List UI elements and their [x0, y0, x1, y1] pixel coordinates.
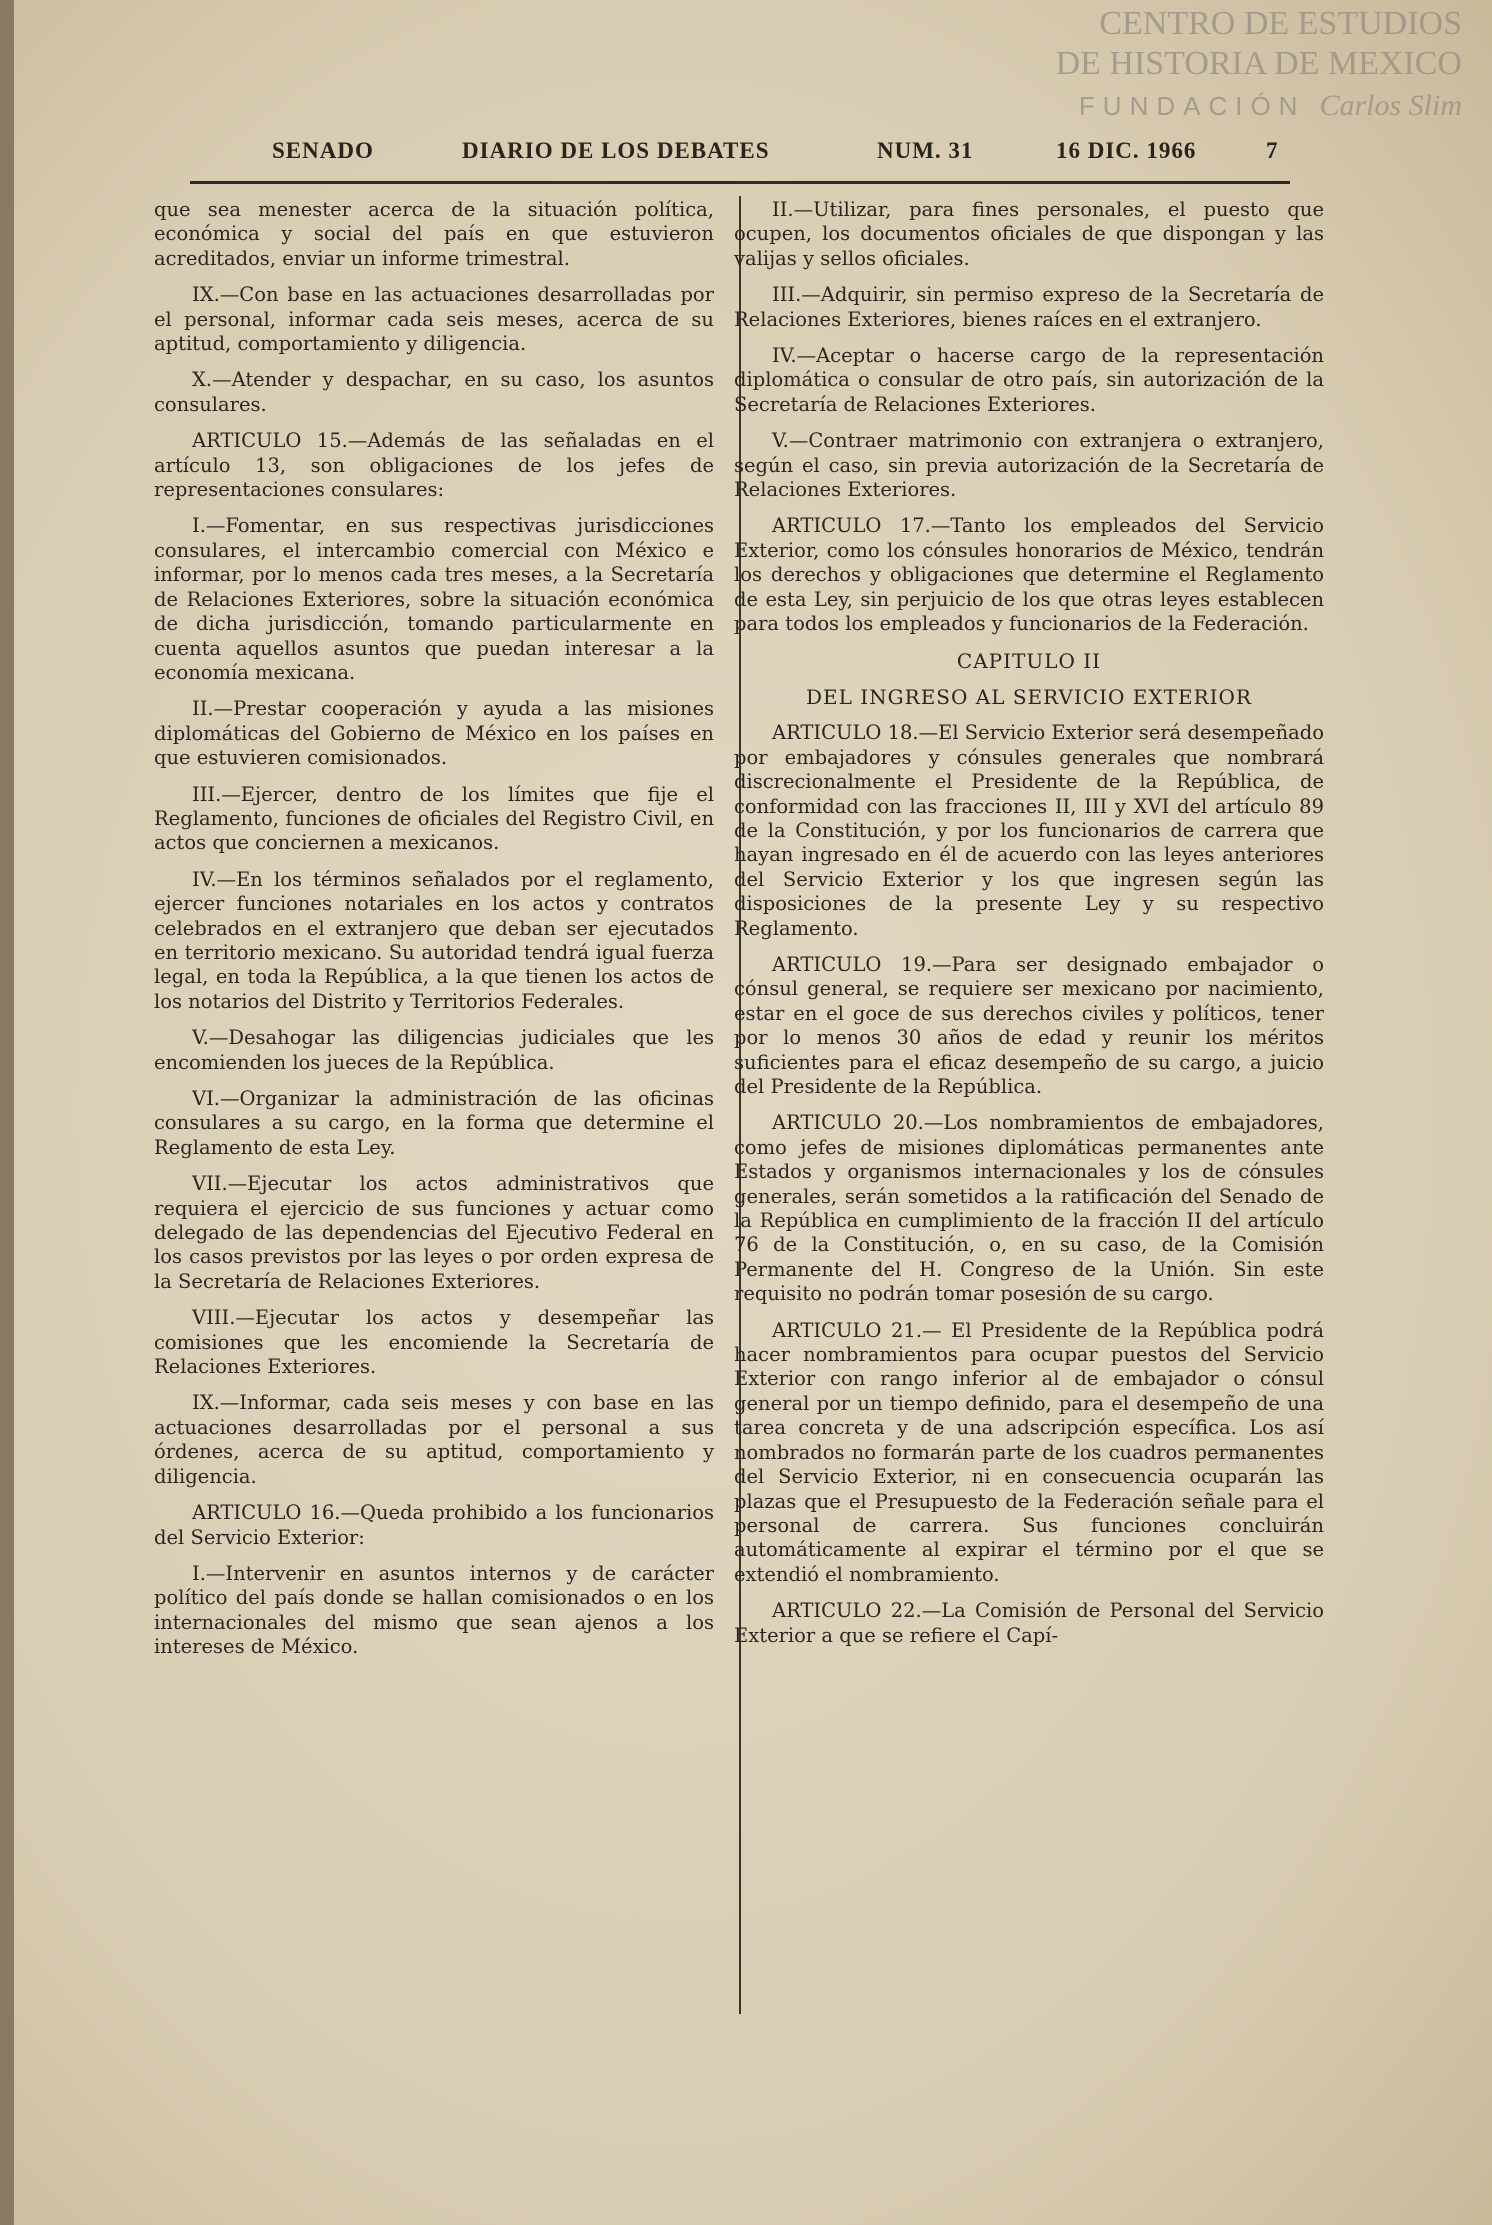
- paragraph: ARTICULO 21.— El Presidente de la República podrá hacer nombramientos para ocupar puestos del Servicio Exterior con rango inferior al de embajador o cónsul general por un tiempo definido, para el desempeño de una tarea concreta y de una adscripción específica. Los así nombrados no formarán parte de los cuadros permanentes del Servicio Exterior, ni en consecuencia ocuparán las plazas que el Presupuesto de la Federación señale para el personal de carrera. Sus funciones concluirán automáticamente al expirar el término por el que se extendió el nombramiento.: [734, 1318, 1324, 1586]
- paragraph: V.—Contraer matrimonio con extranjera o extranjero, según el caso, sin previa autorización de la Secretaría de Relaciones Exteriores.: [734, 429, 1324, 502]
- paragraph: ARTICULO 18.—El Servicio Exterior será desempeñado por embajadores y cónsules generales que nombrará discrecionalmente el Presidente de la República, de conformidad con las fracciones II, III y XVI del artículo 89 de la Constitución, y por los funcionarios de carrera que hayan ingresado en él de acuerdo con las leyes anteriores del Servicio Exterior y los que ingresen según las disposiciones de la presente Ley y su respectivo Reglamento.: [734, 721, 1324, 940]
- publication-title: DIARIO DE LOS DEBATES: [462, 138, 770, 163]
- header-rule: [190, 181, 1290, 184]
- paragraph: III.—Ejercer, dentro de los límites que fije el Reglamento, funciones de oficiales del Registro Civil, en actos que conciernen a mexicanos.: [154, 782, 714, 855]
- issue-number: NUM. 31: [877, 138, 974, 163]
- paragraph: ARTICULO 22.—La Comisión de Personal del Servicio Exterior a que se refiere el Capí-: [734, 1599, 1324, 1647]
- paragraph: VI.—Organizar la administración de las oficinas consulares a su cargo, en la forma que determine el Reglamento de esta Ley.: [154, 1087, 714, 1159]
- paragraph: que sea menester acerca de la situación política, económica y social del país en que estuvieron acreditados, enviar un informe trimestral.: [154, 198, 714, 270]
- paragraph: IX.—Informar, cada seis meses y con base en las actuaciones desarrolladas por el personal a sus órdenes, acerca de su aptitud, comportamiento y diligencia.: [154, 1391, 714, 1488]
- paragraph: II.—Utilizar, para fines personales, el puesto que ocupen, los documentos oficiales de que dispongan y las valijas y sellos oficiales.: [734, 198, 1324, 270]
- page-edge: [0, 0, 14, 2225]
- paragraph: ARTICULO 20.—Los nombramientos de embajadores, como jefes de misiones diplomáticas permanentes ante Estados y organismos internacionales y los de cónsules generales, serán sometidos a la ratificación del Senado de la República en cumplimiento de la fracción II del artículo 76 de la Constitución, o, en su caso, de la Comisión Permanente del H. Congreso de la Unión. Sin este requisito no podrán tomar posesión de su cargo.: [734, 1111, 1324, 1306]
- paragraph: ARTICULO 15.—Además de las señaladas en el artículo 13, son obligaciones de los jefes de representaciones consulares:: [154, 429, 714, 502]
- paragraph: VIII.—Ejecutar los actos y desempeñar las comisiones que les encomiende la Secretaría de Relaciones Exteriores.: [154, 1306, 714, 1379]
- paragraph: IV.—Aceptar o hacerse cargo de la representación diplomática o consular de otro país, sin autorización de la Secretaría de Relaciones Exteriores.: [734, 344, 1324, 416]
- paragraph: IV.—En los términos señalados por el reglamento, ejercer funciones notariales en los actos y contratos celebrados en el extranjero que deban ser ejecutados en territorio mexicano. Su autoridad tendrá igual fuerza legal, en toda la República, a la que tienen los actos de los notarios del Distrito y Territorios Federales.: [154, 867, 714, 1013]
- right-column: [734, 198, 1324, 1660]
- paragraph: V.—Desahogar las diligencias judiciales que les encomienden los jueces de la República.: [154, 1026, 714, 1074]
- chapter-number: CAPITULO II: [956, 648, 1102, 673]
- paragraph: IX.—Con base en las actuaciones desarrolladas por el personal, informar cada seis meses, acerca de su aptitud, comportamiento y diligencia.: [154, 283, 714, 356]
- chamber-label: SENADO: [272, 138, 374, 163]
- paragraph: II.—Prestar cooperación y ayuda a las misiones diplomáticas del Gobierno de México en los países en que estuvieren comisionados.: [154, 697, 714, 770]
- paragraph: ARTICULO 16.—Queda prohibido a los funcionarios del Servicio Exterior:: [154, 1501, 714, 1549]
- paragraph: ARTICULO 19.—Para ser designado embajador o cónsul general, se requiere ser mexicano por nacimiento, estar en el goce de sus derechos civiles y políticos, tener por lo menos 30 años de edad y reunir los méritos suficientes para el eficaz desempeño de su cargo, a juicio del Presidente de la República.: [734, 952, 1324, 1098]
- paragraph: ARTICULO 17.—Tanto los empleados del Servicio Exterior, como los cónsules honorarios de México, tendrán los derechos y obligaciones que determine el Reglamento de esta Ley, sin perjuicio de los que otras leyes establecen para todos los empleados y funcionarios de la Federación.: [734, 514, 1324, 636]
- page-number: 7: [1266, 138, 1279, 163]
- paragraph: I.—Intervenir en asuntos internos y de carácter político del país donde se hallan comisionados o en los internacionales del mismo que sean ajenos a los intereses de México.: [154, 1561, 714, 1659]
- left-column: [154, 198, 714, 1672]
- page-header: [272, 138, 1302, 168]
- chapter-title: DEL INGRESO AL SERVICIO EXTERIOR: [806, 684, 1252, 709]
- issue-date: 16 DIC. 1966: [1056, 138, 1197, 163]
- paragraph: VII.—Ejecutar los actos administrativos que requiera el ejercicio de sus funciones y actuar como delegado de las dependencias del Ejecutivo Federal en los casos previstos por las leyes o por orden expresa de la Secretaría de Relaciones Exteriores.: [154, 1172, 714, 1293]
- paragraph: III.—Adquirir, sin permiso expreso de la Secretaría de Relaciones Exteriores, bienes raíces en el extranjero.: [734, 283, 1324, 331]
- paragraph: I.—Fomentar, en sus respectivas jurisdicciones consulares, el intercambio comercial con México e informar, por lo menos cada tres meses, a la Secretaría de Relaciones Exteriores, sobre la situación económica de dicha jurisdicción, tomando particularmente en cuenta aquellos asuntos que puedan interesar a la economía mexicana.: [154, 514, 714, 684]
- paragraph: X.—Atender y despachar, en su caso, los asuntos consulares.: [154, 368, 714, 416]
- watermark-logo: CENTRO DE ESTUDIOS DE HISTORIA DE MEXICO FUNDACIÓN Carlos Slim: [1055, 5, 1462, 123]
